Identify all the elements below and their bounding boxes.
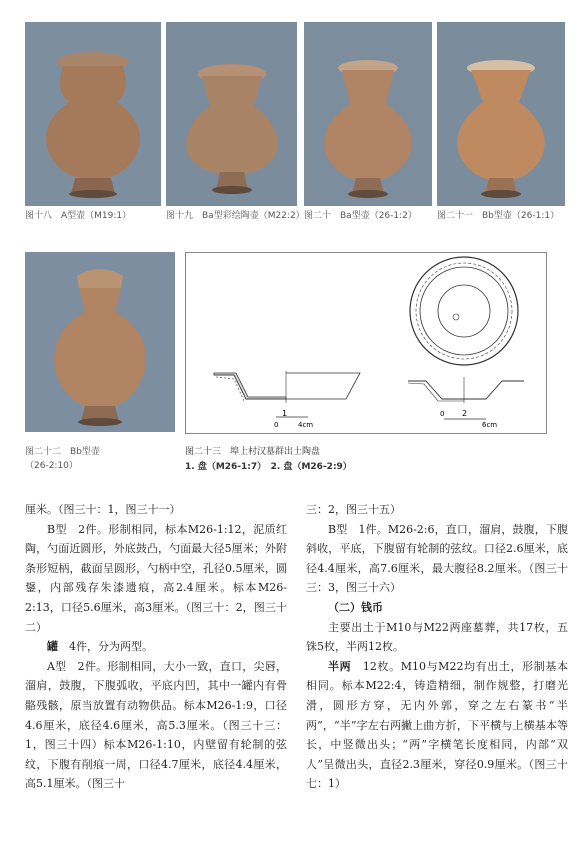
paragraph: B型 1件。M26-2:6，直口，溜肩，鼓腹，下腹斜收，平底，下腹留有轮制的弦纹。口径2.6厘米，底径4.4厘米，高7.6厘米，最大腹径8.2厘米。（图三十三：3，图三十六）: [306, 522, 568, 595]
paragraph: B型 2件。形制相同，标本M26-1:12，泥质红陶，勺面近圆形，外底鼓凸，勺面最大径5厘米；外附条形短柄，截面呈圆形，勺柄中空，孔径0.5厘米，圆鋬，内部残存朱漆遗痕，高2.4厘米。标本M26-2:13，口径5.6厘米，高3厘米。（图三十：2，图三十二）: [25, 522, 287, 634]
photo-fig19: [166, 22, 297, 206]
caption-fig22-line1: 图二十二 Bb型壶: [25, 447, 100, 457]
paragraph: 三：2，图三十五）: [306, 503, 401, 516]
scale2-zero: 0: [440, 410, 445, 418]
section-heading: （二）钱币: [328, 600, 383, 614]
paragraph: 主要出土于M10与M22两座墓葬，共17枚，五铢5枚，半两12枚。: [306, 620, 568, 654]
photo-fig18: [25, 22, 161, 206]
caption-fig19: 图十九 Ba型彩绘陶壶（M22:2）: [166, 211, 305, 221]
caption-fig20: 图二十 Ba型壶（26-1:2）: [304, 211, 417, 221]
label-1: 1: [282, 409, 288, 418]
label-2: 2: [462, 409, 468, 418]
caption-fig21: 图二十一 Bb型壶（26-1:1）: [437, 211, 560, 221]
caption-fig18: 图十八 A型壶（M19:1）: [25, 211, 132, 221]
plate-1-section: [214, 371, 360, 403]
plate-2-section: [408, 377, 524, 403]
caption-fig22-line2: （26-2:10）: [25, 461, 78, 471]
photo-fig22: [25, 252, 175, 432]
paragraph: 厘米。（图三十：1，图三十一）: [25, 503, 181, 516]
paragraph: A型 2件。形制相同，大小一致，直口，尖唇，溜肩，鼓腹，下腹弧收，平底内凹，其中一罐内有骨骼残骸，原当放置有动物供品。标本M26-1:9，口径4.6厘米，底径4.6厘米，高5.3厘米。（图三十三：1，图三十四）标本M26-1:10，内壁留有轮制的弦纹，下腹有削痕一周，口径4.7厘米，底径4.4厘米，高5.1厘米。（图三十: [25, 659, 287, 791]
caption-fig23-title: 图二十三 埠上村汉墓群出土陶盘: [185, 447, 321, 457]
scale1-unit: 4cm: [298, 421, 314, 429]
scale2-unit: 6cm: [482, 421, 498, 429]
paragraph-text: 12枚。M10与M22均有出土，形制基本相同。标本M22:4，铸造精细，制作规整，打磨光滑，圆形方穿，无内外郭，穿之左右篆书“半两”，“半”字左右两撇上曲方折，下平横与上横基本等长，中竖微出头；“两”字横笔长度相同，内部“双人”呈微出头，直径2.3厘米，穿径0.9厘米。（图三十七：1）: [306, 659, 568, 791]
plate-2-plan: [410, 257, 518, 365]
paragraph: [25, 637, 287, 657]
scale1-zero: 0: [274, 421, 279, 429]
drawing-fig23: [185, 252, 547, 434]
paragraph: [306, 657, 568, 794]
caption-fig23-sub: 1. 盘（M26-1:7） 2. 盘（M26-2:9）: [185, 462, 352, 472]
paragraph-text: 4件，分为两型。: [58, 640, 153, 654]
keyword: 罐: [47, 640, 58, 654]
keyword: 半两: [328, 659, 352, 673]
left-column: [25, 500, 287, 794]
photo-fig20: [304, 22, 432, 206]
right-column: [306, 500, 568, 794]
photo-fig21: [437, 22, 565, 206]
